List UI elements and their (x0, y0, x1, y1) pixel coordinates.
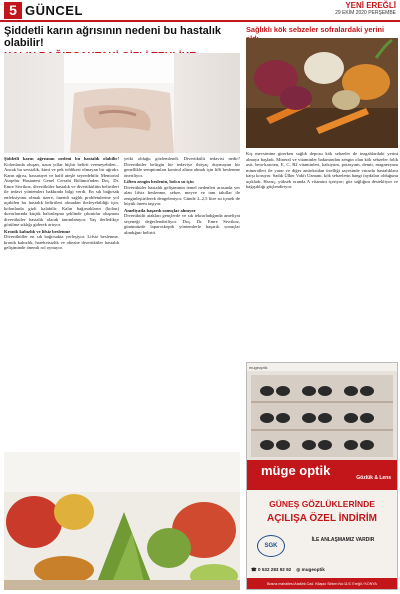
left-article-column-2 (124, 156, 240, 448)
phone-icon: ☎ (251, 567, 257, 572)
ad-agreement-text: İLE ANLAŞMAMIZ VARDIR (311, 537, 375, 543)
right-article-headline: Sağlıklı kök sebzeler sofralardaki yerini (246, 25, 398, 44)
abdominal-pain-photo (4, 53, 240, 153)
left-article-subhead-3: Ameliyatla başarılı sonuçlar alınıyor (124, 207, 196, 213)
ad-address: Bosna mahallesi Atatürk Cad. Kitapcı Sirken No:11/C Ereğli / KONYA (247, 578, 397, 590)
page-number: 5 (4, 2, 22, 19)
ad-promo-line-2: AÇILIŞA ÖZEL İNDİRİM (267, 513, 377, 524)
sgk-logo: SGK (257, 535, 285, 557)
left-article-body-5: Divertikülit atakları gençlerde ve sık tekrarladığında ameliyat seçeneği değerlendiriliyor. Doç. Dr. Emre Sivrikoz, günümüzde laparoskopik yöntemlerle başarılı sonuçlar alındığını belirtti. (124, 213, 240, 235)
section-title: GÜNCEL (25, 3, 83, 18)
right-article-body: Kış mevsimine girerken sağlık deposu kök sebzeler de tezgahlardaki yerini almaya başladı. Mineral ve vitaminler bakımından zengin olan kök sebzeler folik asit, beta-karoten, E, C, B2 vitaminleri, kalsiyum, potasyum, demir, magnezyum mineralleri ile yarar ve diğer antioksidan özelliği sayesinde vücudu hastalıklara karşı koruyor. Sadık Ülker Vakfı Uzmanı, kök sebzelerin hangi faydaları olduğunu açıkladı. Havuç, yüksek oranda A vitamini içeriyor; göz sağlığını destekliyor ve bağışıklığı güçlendiriyor. (246, 151, 398, 189)
left-article-body-2: Divertiküller en sık bağırsakta yerleşiyor. Lifsiz beslenme, kronik kabızlık, hareketsizlik ve obezite divertiküler hastalık gelişiminde önemli rol oynuyor. (4, 234, 119, 250)
ad-social-handle: mugeoptik (249, 365, 268, 370)
left-article-lead: Şiddetli karın ağrısının nedeni bu hastalık olabilir! (4, 156, 119, 161)
left-article-body-3: yetki olduğu gözlemlendi. Divertikülit tedavisi nedir? Divertiküler belirgin bir tedaviye ihtiyaç duymayan bir genellikle semptomları kontrol altına almak için lifli beslenme öneriliyor. (124, 156, 240, 178)
page-header (0, 0, 400, 22)
ad-phone: 0 532 283 92 92 (258, 567, 292, 572)
optician-advertisement (246, 362, 398, 590)
left-article-body-4: Divertiküler hastalık gelişiminin temel nedenleri arasında yer alan lifsiz beslenme, sebze, meyve ve tam tahıllar ile zenginleştirilerek dengeleniyor. Günde 2–2,5 litre su içmek de büyük önem taşıyor. (124, 184, 240, 206)
left-article-subhead-1: Kronik kabızlık ve lifsiz beslenme (4, 228, 71, 234)
ad-sunglasses-display (247, 371, 397, 461)
ad-brand-logo: müge optik (261, 463, 331, 478)
ad-contact-row (251, 567, 395, 573)
ad-brand-tagline: Gözlük & Lens (356, 475, 391, 481)
left-article-headline: Şiddetli karın ağrısının nedeni bu hastalık olabilir! (4, 25, 221, 49)
left-article-subhead-2: Liften zengin beslenin, bolca su için (124, 179, 194, 184)
vegetables-photo (4, 452, 240, 590)
paper-name: YENİ EREĞLİ (345, 1, 396, 10)
left-article-column-1 (4, 156, 119, 448)
root-vegetables-photo (246, 38, 398, 148)
instagram-icon: ◎ (296, 567, 301, 572)
ad-web: mugeoptik (301, 567, 325, 572)
ad-promo-line-1: GÜNEŞ GÖZLÜKLERİNDE (269, 499, 375, 509)
issue-date: 29 EKİM 2020 PERŞEMBE (335, 10, 396, 16)
masthead (335, 1, 396, 16)
left-article-body-1: Kolonlarda oluşan, uzun yıllar hiçbir belirti vermeyebilen... Ancak bu sessizlik, kimi ve pek tehlikesi olmayan bir ağrıdır. Karın ağrısı, hassasiyet ve hafif ateşle seyredebilir. Memorial Ataşehir Hastanesi Genel Cerrahi Bölümü'nden Doç. Dr. Emre Sivrikoz, divertiküler hastalık ve divertikülitin belirtileri ile tedavi yöntemleri hakkında bilgi verdi. En sık bağırsak enfeksiyonu olmak üzere, önemli sağlık problemlerine yol açabilen bu hastalık belirtileri olmadan ilerleyebildiği için, kolonlarda gizli kalabilir. Kalın bağırsakların (kolon) duvarlarında küçük balonlaşma şeklinde çıkıntılar oluşması divertiküler hastalık olarak tanımlanıyor. Yaş ilerledikçe görülme sıklığı giderek artıyor. (4, 161, 119, 227)
